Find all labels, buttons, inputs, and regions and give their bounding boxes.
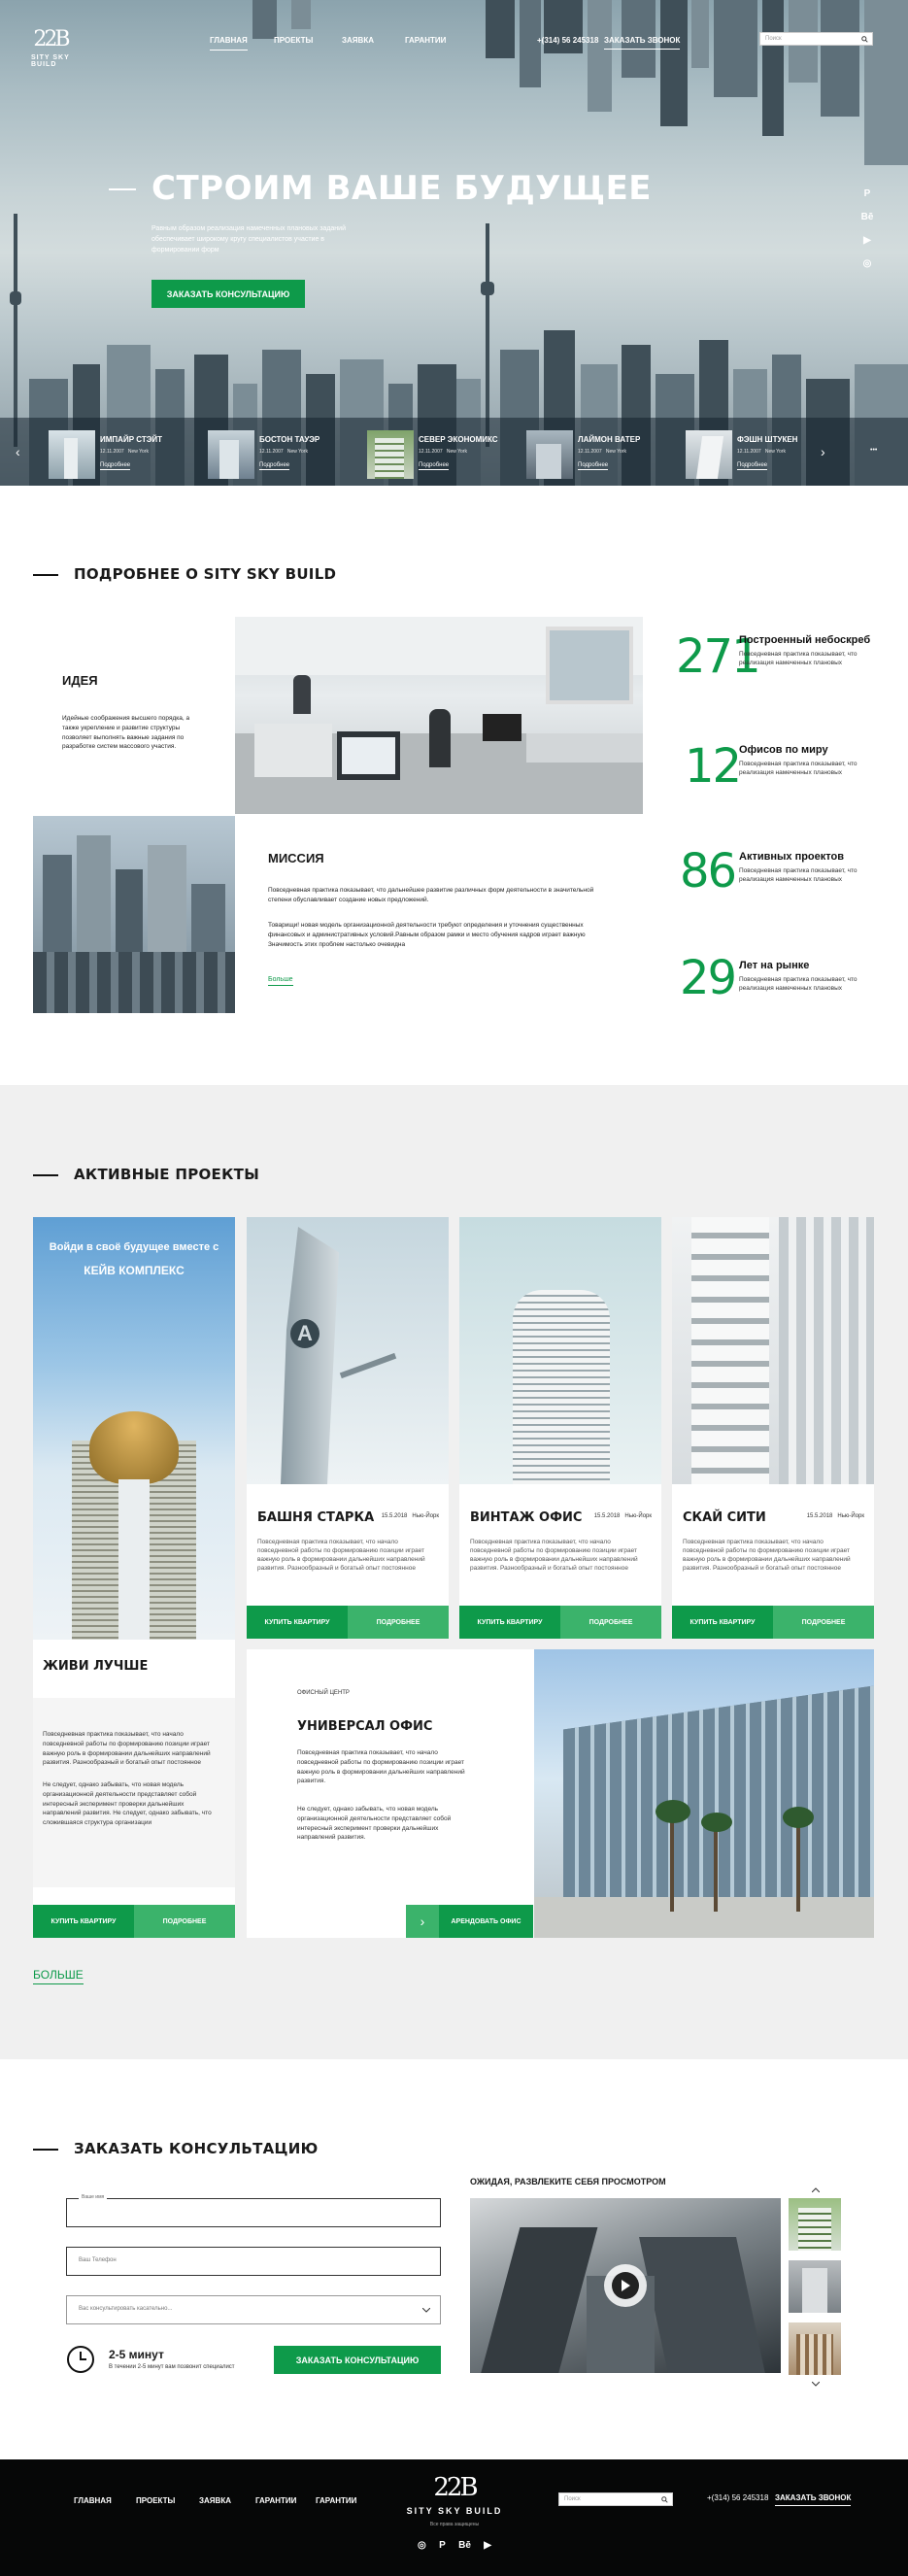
stat-number: 271 — [676, 629, 759, 684]
stat-desc: Повседневная практика показывает, что реализация намеченных плановых — [739, 651, 858, 666]
about-title: ПОДРОБНЕЕ О SITY SKY BUILD — [74, 565, 337, 583]
strip-project-more[interactable]: Подробнее — [100, 462, 131, 468]
topic-select[interactable] — [66, 2295, 441, 2324]
project-card-desc: Повседневная практика показывает, что начало повседневной работы по формированию позиции играет важную роль в формировании дальнейших направлений развития. Разнообразный и богатый опыт постоянное — [683, 1539, 851, 1573]
footer-nav-guarantees-2[interactable]: ГАРАНТИИ — [316, 2496, 357, 2505]
project-card-date-value: 15.5.2018 — [381, 1513, 408, 1519]
strip-project-date: 12.11.2007 — [737, 449, 761, 455]
callback-time: 2-5 минут — [109, 2348, 164, 2361]
office-text-2: Не следует, однако забывать, что новая модель организационной деятельности представляет собой интересный эксперимент проверки дальнейших направлений развития. — [297, 1806, 452, 1842]
mission-text-2: Товарищи! новая модель организационной деятельности требуют определения и уточнения существенных финансовых и административных условий.Равным образом рамки и место обучения кадров играет важную Значимость этих проблем настолько очевидна — [268, 922, 586, 948]
projects-more-link[interactable]: БОЛЬШЕ — [33, 1968, 84, 1984]
details-button[interactable]: ПОДРОБНЕЕ — [773, 1606, 874, 1639]
play-icon — [621, 2280, 630, 2291]
project-card[interactable] — [459, 1217, 661, 1639]
strip-project[interactable] — [686, 427, 841, 481]
stat-title: Офисов по миру — [739, 744, 828, 756]
promo-buy-button[interactable]: КУПИТЬ КВАРТИРУ — [33, 1905, 134, 1938]
stat-desc: Повседневная практика показывает, что реализация намеченных плановых — [739, 976, 858, 992]
search-icon[interactable] — [861, 36, 868, 43]
stat-desc: Повседневная практика показывает, что реализация намеченных плановых — [739, 867, 858, 883]
idea-title: ИДЕЯ — [62, 673, 98, 688]
footer-nav-request[interactable]: ЗАЯВКА — [199, 2496, 231, 2505]
strip-prev-arrow[interactable]: ‹ — [16, 444, 20, 459]
details-button[interactable]: ПОДРОБНЕЕ — [560, 1606, 661, 1639]
promo-text-1: Повседневная практика показывает, что начало повседневной работы по формированию позиции играет важную роль в формировании дальнейших направлений развития. Разнообразный и богатый опыт постоянное — [43, 1731, 211, 1767]
promo-card[interactable] — [33, 1217, 235, 1938]
footer-social — [418, 2540, 491, 2551]
footer-logo-mark: 22B — [433, 2473, 476, 2502]
buy-apartment-button[interactable]: КУПИТЬ КВАРТИРУ — [247, 1606, 348, 1639]
strip-project-more[interactable]: Подробнее — [578, 462, 609, 468]
strip-more-dots[interactable]: ••• — [870, 447, 878, 454]
strip-project-name: БОСТОН ТАУЭР — [259, 435, 320, 444]
office-arrow-button[interactable]: › — [406, 1905, 439, 1938]
project-card-date — [594, 1513, 652, 1519]
strip-project-date: 12.11.2007 — [419, 449, 443, 455]
rent-office-button[interactable]: АРЕНДОВАТЬ ОФИС — [439, 1905, 533, 1938]
chevron-down-icon — [422, 2308, 430, 2313]
strip-project[interactable] — [526, 427, 682, 481]
strip-project-meta — [259, 449, 308, 455]
header-call-button[interactable]: ЗАКАЗАТЬ ЗВОНОК — [604, 36, 680, 50]
video-player[interactable] — [470, 2198, 781, 2373]
strip-project-more[interactable]: Подробнее — [419, 462, 450, 468]
consult-title: ЗАКАЗАТЬ КОНСУЛЬТАЦИЮ — [74, 2140, 319, 2157]
project-card[interactable] — [247, 1217, 449, 1639]
logo[interactable] — [31, 29, 89, 68]
strip-project-meta — [578, 449, 626, 455]
strip-project-city: New York — [605, 449, 626, 455]
youtube-icon[interactable]: ▶ — [484, 2540, 491, 2551]
projects-title: АКТИВНЫЕ ПРОЕКТЫ — [74, 1166, 260, 1183]
video-thumb[interactable] — [789, 2198, 841, 2251]
project-card-city: Нью-Йорк — [624, 1513, 652, 1519]
name-field-label: Ваше имя — [79, 2194, 107, 2200]
office-text-1: Повседневная практика показывает, что начало повседневной работы по формированию позиции играет важную роль в формировании дальнейших направлений развития. — [297, 1749, 465, 1785]
strip-project-date: 12.11.2007 — [578, 449, 602, 455]
video-thumb[interactable] — [789, 2260, 841, 2313]
consult-submit-button[interactable]: ЗАКАЗАТЬ КОНСУЛЬТАЦИЮ — [274, 2346, 441, 2374]
hero-title: СТРОИМ ВАШЕ БУДУЩЕЕ — [151, 169, 653, 208]
promo-more-button[interactable]: ПОДРОБНЕЕ — [134, 1905, 235, 1938]
strip-project[interactable] — [49, 427, 204, 481]
stat-number: 12 — [685, 739, 741, 794]
strip-project-more[interactable]: Подробнее — [737, 462, 768, 468]
project-image: A — [247, 1217, 449, 1484]
hero-text: Равным образом реализация намеченных плановых заданий обеспечивает широкому кругу специалистов участие в формировании форм — [151, 225, 346, 254]
footer-call-button[interactable]: ЗАКАЗАТЬ ЗВОНОК — [775, 2493, 851, 2506]
phone-field[interactable] — [66, 2247, 441, 2276]
project-card-city: Нью-Йорк — [412, 1513, 439, 1519]
section-line — [33, 574, 58, 576]
strip-project-name: ЛАЙМОН ВАТЕР — [578, 435, 641, 444]
footer-search-placeholder: Поиск — [564, 2496, 581, 2502]
footer-phone[interactable]: +(314) 56 245318 — [707, 2493, 769, 2502]
project-thumbnail — [208, 430, 254, 479]
header-phone[interactable]: +(314) 56 245318 — [537, 36, 599, 45]
search-placeholder: Поиск — [765, 36, 782, 42]
stat-desc: Повседневная практика показывает, что реализация намеченных плановых — [739, 761, 858, 776]
name-field[interactable] — [66, 2194, 441, 2227]
stat-title: Построенный небоскреб — [739, 634, 871, 646]
hero-title-line — [109, 188, 136, 190]
footer-logo[interactable] — [396, 2475, 513, 2527]
project-thumbnail — [686, 430, 732, 479]
office-title: УНИВЕРСАЛ ОФИС — [297, 1719, 433, 1734]
strip-project-date: 12.11.2007 — [100, 449, 124, 455]
play-button[interactable] — [604, 2264, 647, 2307]
instagram-icon[interactable]: ◎ — [862, 258, 872, 269]
chevron-down-icon[interactable] — [812, 2382, 820, 2387]
project-card[interactable] — [672, 1217, 874, 1639]
clock-icon — [66, 2345, 95, 2374]
project-thumbnail — [367, 430, 414, 479]
stat-number: 86 — [680, 844, 736, 898]
project-card-date-value: 15.5.2018 — [806, 1513, 833, 1519]
youtube-icon[interactable]: ▶ — [863, 235, 871, 246]
project-image — [672, 1217, 874, 1484]
project-card-date-value: 15.5.2018 — [593, 1513, 621, 1519]
project-thumbnail — [49, 430, 95, 479]
project-card-desc: Повседневная практика показывает, что начало повседневной работы по формированию позиции играет важную роль в формировании дальнейших направлений развития. Разнообразный и богатый опыт постоянное — [257, 1539, 425, 1573]
strip-project-more[interactable]: Подробнее — [259, 462, 290, 468]
project-card-date — [382, 1513, 439, 1519]
strip-project-name: ФЭШН ШТУКЕН — [737, 435, 798, 444]
project-card-title: СКАЙ СИТИ — [683, 1510, 766, 1525]
idea-block — [33, 617, 235, 816]
footer-rights: Все права защищены — [429, 2522, 480, 2527]
stat-title: Лет на рынке — [739, 960, 810, 971]
project-card-city: Нью-Йорк — [837, 1513, 864, 1519]
buy-apartment-button[interactable]: КУПИТЬ КВАРТИРУ — [672, 1606, 773, 1639]
strip-project-city: New York — [127, 449, 149, 455]
strip-project-meta — [100, 449, 149, 455]
promo-line2: КЕЙВ КОМПЛЕКС — [84, 1264, 185, 1277]
details-button[interactable]: ПОДРОБНЕЕ — [348, 1606, 449, 1639]
callback-text: В течении 2-5 минут вам позвонит специалист — [109, 2364, 235, 2370]
phone-field-placeholder: Ваш Телефон — [79, 2257, 117, 2263]
promo-heading: ЖИВИ ЛУЧШЕ — [43, 1659, 149, 1674]
buy-apartment-button[interactable]: КУПИТЬ КВАРТИРУ — [459, 1606, 560, 1639]
office-card[interactable] — [247, 1649, 874, 1938]
topic-select-placeholder: Вас консультировать касательно... — [79, 2306, 173, 2312]
project-image — [459, 1217, 661, 1484]
strip-project-meta — [737, 449, 786, 455]
strip-project-name: ИМПАЙР СТЭЙТ — [100, 435, 163, 444]
office-photo — [534, 1649, 874, 1938]
nav-guarantees[interactable]: ГАРАНТИИ — [405, 36, 447, 45]
nav-projects[interactable]: ПРОЕКТЫ — [274, 36, 314, 45]
pinterest-icon[interactable]: P — [439, 2540, 446, 2551]
video-thumb[interactable] — [789, 2322, 841, 2375]
nav-request[interactable]: ЗАЯВКА — [342, 36, 374, 45]
footer-nav-projects[interactable]: ПРОЕКТЫ — [136, 2496, 176, 2505]
stat-title: Активных проектов — [739, 851, 845, 863]
nav-home[interactable]: ГЛАВНАЯ — [210, 36, 248, 51]
project-card-desc: Повседневная практика показывает, что начало повседневной работы по формированию позиции играет важную роль в формировании дальнейших направлений развития. Разнообразный и богатый опыт постоянное — [470, 1539, 638, 1573]
section-line — [33, 2149, 58, 2151]
strip-project[interactable] — [208, 427, 363, 481]
city-photo — [33, 816, 235, 1013]
promo-image — [33, 1217, 235, 1640]
mission-text-1: Повседневная практика показывает, что дальнейшее развитие различных форм деятельности в значительной степени обуславливает создание новых предложений. — [268, 887, 594, 903]
project-card-title: БАШНЯ СТАРКА — [257, 1510, 375, 1525]
strip-project-date: 12.11.2007 — [259, 449, 284, 455]
mission-block — [235, 816, 643, 1013]
mission-title: МИССИЯ — [268, 851, 324, 865]
strip-project[interactable] — [367, 427, 522, 481]
promo-line1: Войди в своё будущее вместе с — [49, 1241, 219, 1253]
logo-mark: 22B — [33, 27, 68, 51]
mission-more-link[interactable]: Больше — [268, 976, 293, 986]
project-thumbnail — [526, 430, 573, 479]
header-search-input[interactable] — [759, 32, 873, 46]
hero-section — [0, 0, 908, 486]
footer-logo-text: SITY SKY BUILD — [406, 2506, 503, 2516]
instagram-icon[interactable]: ◎ — [418, 2540, 426, 2551]
search-icon[interactable] — [661, 2496, 668, 2503]
section-line — [33, 1174, 58, 1176]
footer-nav-home[interactable]: ГЛАВНАЯ — [74, 2496, 112, 2505]
footer-search-input[interactable] — [558, 2492, 673, 2506]
strip-next-arrow[interactable]: › — [821, 444, 825, 459]
strip-project-meta — [419, 449, 467, 455]
behance-icon[interactable]: Bē — [458, 2540, 471, 2551]
project-card-title: ВИНТАЖ ОФИС — [470, 1510, 583, 1525]
strip-project-name: СЕВЕР ЭКОНОМИКС — [419, 435, 498, 444]
video-title: ОЖИДАЯ, РАЗВЛЕКИТЕ СЕБЯ ПРОСМОТРОМ — [470, 2177, 666, 2186]
hero-consult-button[interactable]: ЗАКАЗАТЬ КОНСУЛЬТАЦИЮ — [151, 280, 305, 308]
footer-nav-guarantees[interactable]: ГАРАНТИИ — [255, 2496, 297, 2505]
strip-project-city: New York — [446, 449, 467, 455]
project-card-date — [807, 1513, 864, 1519]
strip-project-city: New York — [764, 449, 786, 455]
chevron-up-icon[interactable] — [812, 2187, 820, 2192]
logo-text: SITY SKY BUILD — [31, 54, 70, 68]
behance-icon[interactable]: Bē — [860, 212, 874, 222]
office-label: ОФИСНЫЙ ЦЕНТР — [297, 1690, 350, 1696]
promo-text-2: Не следует, однако забывать, что новая модель организационной деятельности представляет собой интересный эксперимент проверки дальнейших направлений развития. Не следует, однако забывать, что сложившаяся структура организации — [43, 1781, 212, 1826]
pinterest-icon[interactable]: P — [863, 188, 871, 199]
stat-number: 29 — [680, 951, 736, 1005]
office-photo — [235, 617, 643, 814]
idea-text: Идейные соображения высшего порядка, а также укрепление и развитие структуры позволяет выполнять важные задания по разработке систем массового участия. — [62, 715, 190, 751]
strip-project-city: New York — [286, 449, 308, 455]
